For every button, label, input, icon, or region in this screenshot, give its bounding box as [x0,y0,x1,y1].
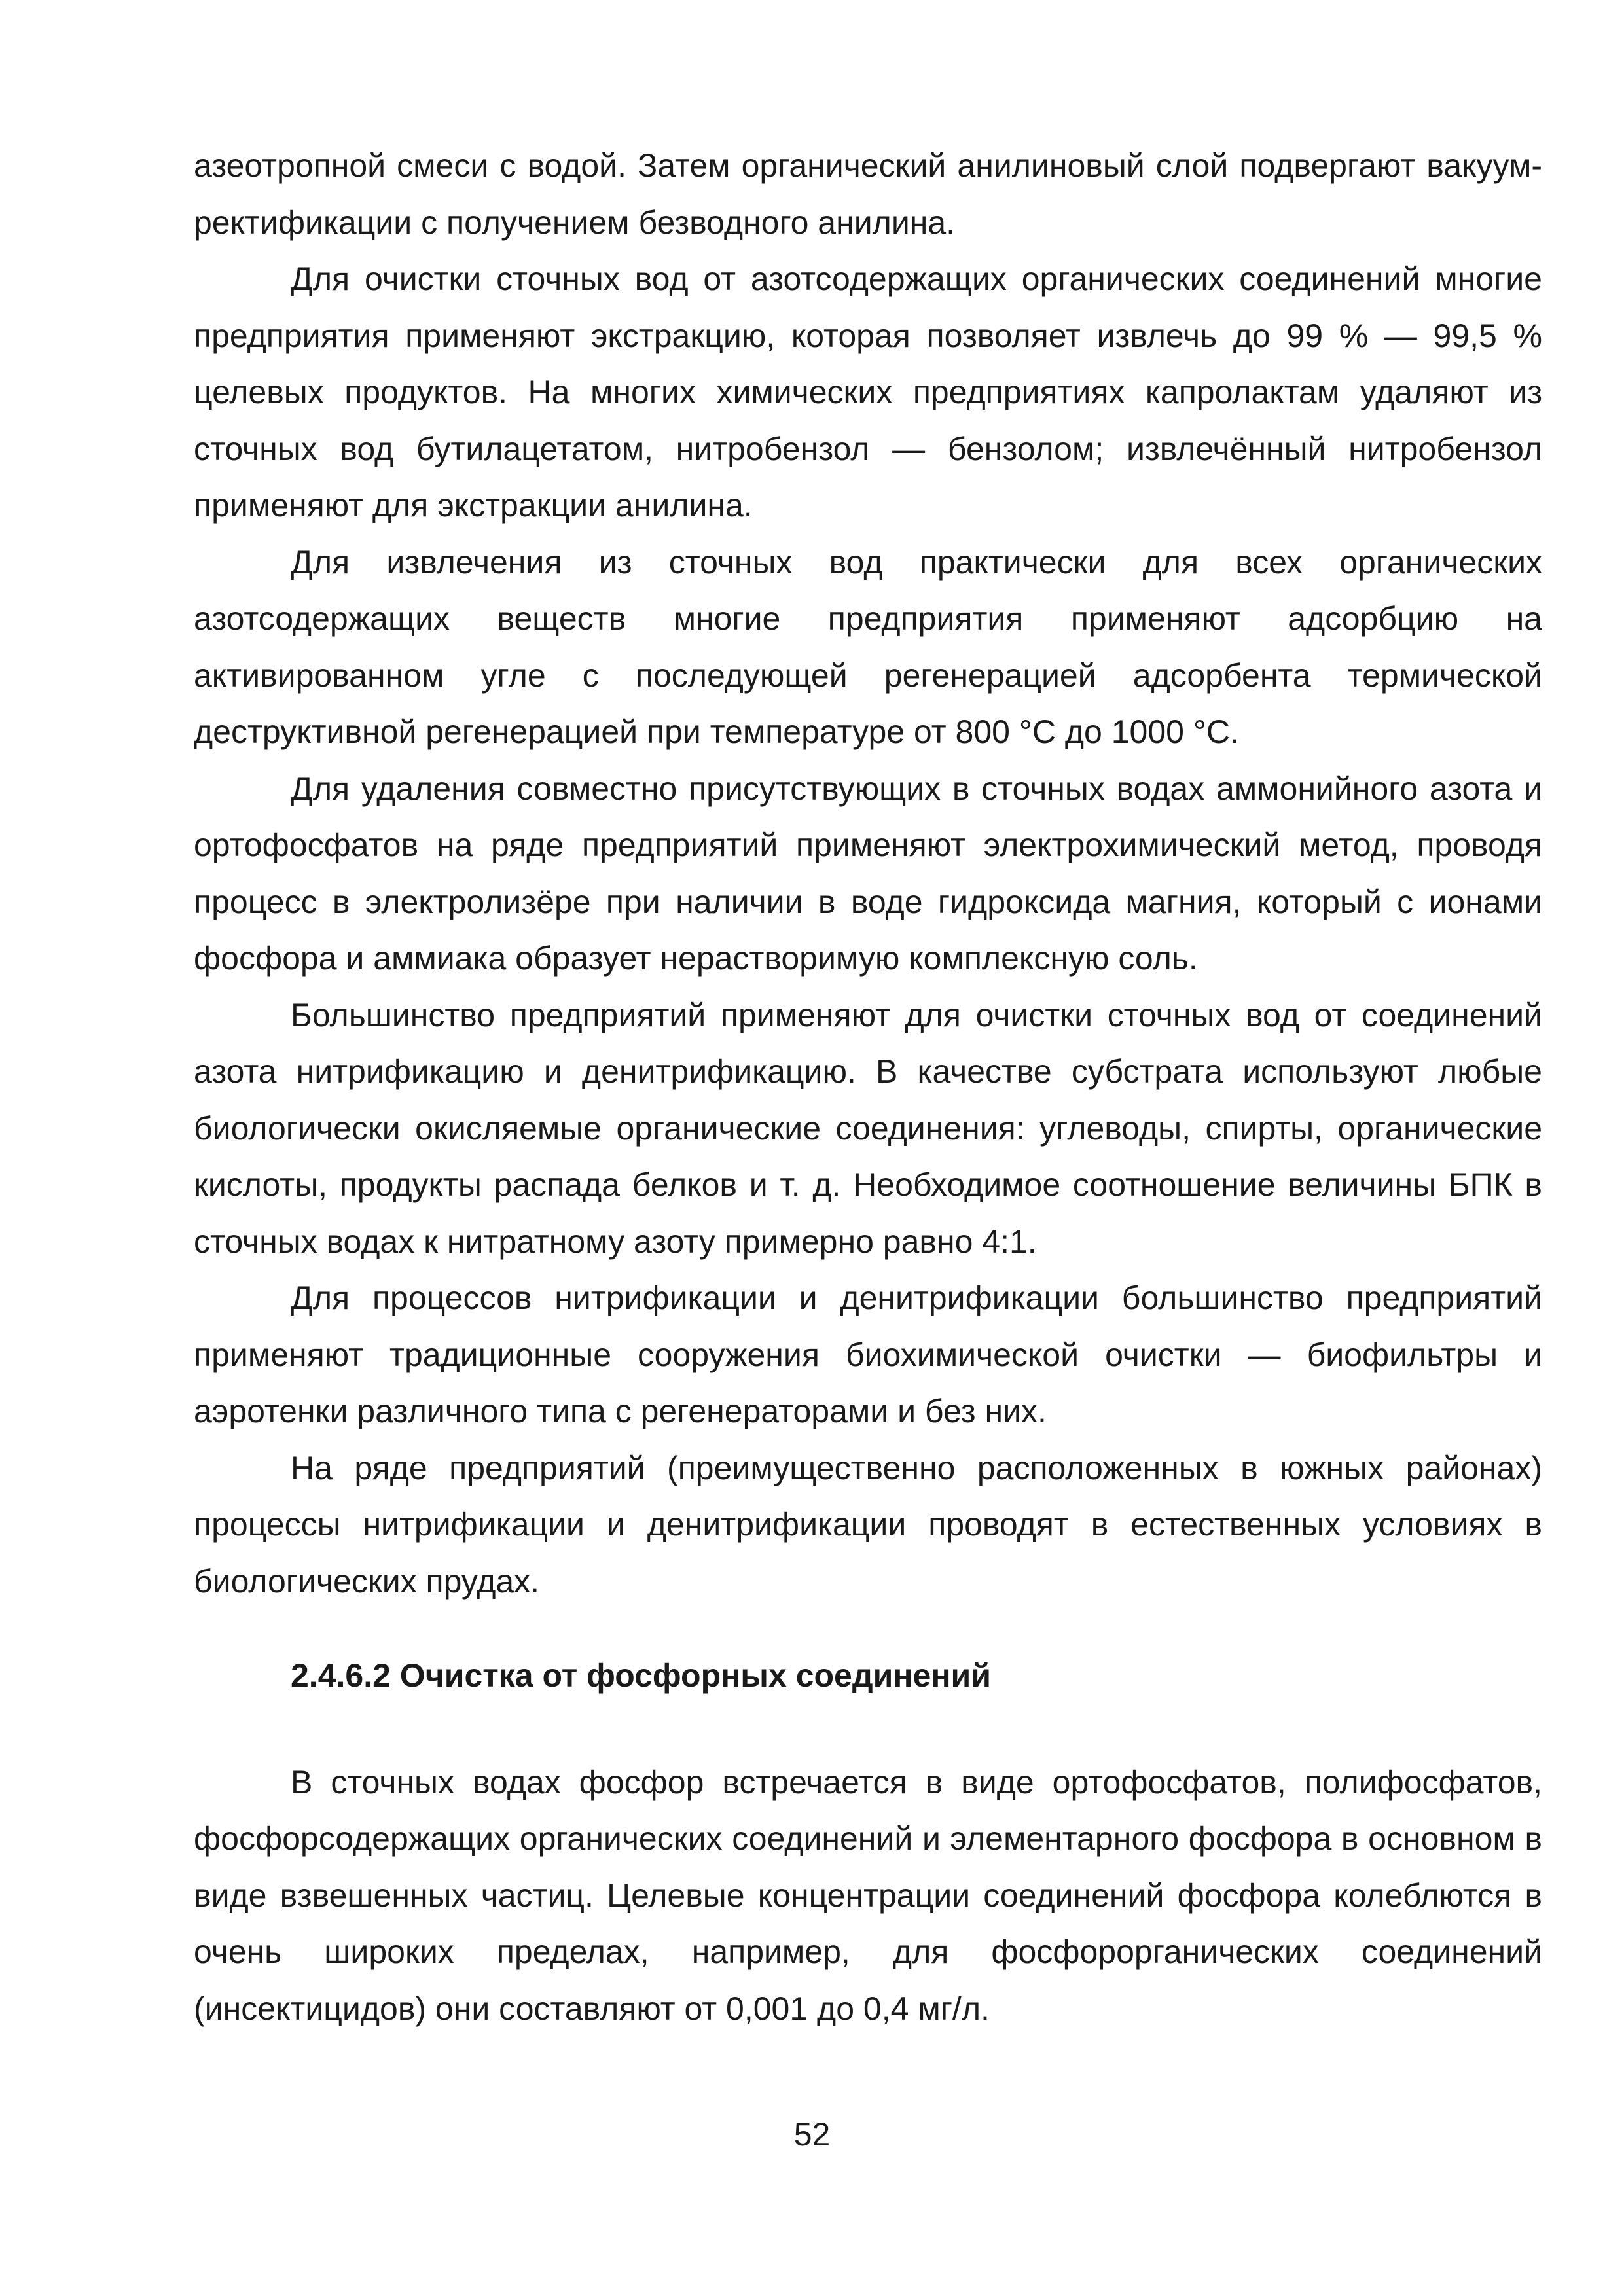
paragraph-adsorption: Для извлечения из сточных вод практически для всех органических азотсодержащих веществ многие предприятия применяют адсорбцию на активированном угле с последующей регенерацией адсорбента термической деструктивной регенерацией при температуре от 800 °С до 1000 °С. [194,543,1542,750]
paragraph-continuation: азеотропной смеси с водой. Затем органический анилиновый слой подвергают вакуум-ректификации с получением безводного анилина. [194,147,1542,241]
paragraph-biofilters: Для процессов нитрификации и денитрификации большинство предприятий применяют традиционные сооружения биохимической очистки — биофильтры и аэротенки различного типа с регенераторами и без них. [194,1280,1542,1429]
paragraph-electrochemical: Для удаления совместно присутствующих в сточных водах аммонийного азота и ортофосфатов на ряде предприятий применяют электрохимический метод, проводя процесс в электролизёре при наличии в воде гидроксида магния, который с ионами фосфора и аммиака образует нерастворимую комплексную соль. [194,770,1542,977]
paragraph-nitrification: Большинство предприятий применяют для очистки сточных вод от соединений азота нитрификацию и денитрификацию. В качестве субстрата используют любые биологически окисляемые органические соединения: углеводы, спирты, органические кислоты, продукты распада белков и т. д. Необходимое соотношение величины БПК в сточных водах к нитратному азоту примерно равно 4:1. [194,996,1542,1260]
paragraph-extraction: Для очистки сточных вод от азотсодержащих органических соединений многие предприятия применяют экстракцию, которая позволяет извлечь до 99 % — 99,5 % целевых продуктов. На многих химических предприятиях капролактам удаляют из сточных вод бутилацетатом, нитробензол — бензолом; извлечённый нитробензол применяют для экстракции анилина. [194,260,1542,524]
section-heading: 2.4.6.2 Очистка от фосфорных соединений [291,1657,992,1694]
page-body [194,137,1542,2037]
page-number: 52 [793,2116,831,2153]
paragraph-ponds: На ряде предприятий (преимущественно расположенных в южных районах) процессы нитрификации и денитрификации проводят в естественных условиях в биологических прудах. [194,1449,1542,1600]
paragraph-phosphorus: В сточных водах фосфор встречается в виде ортофосфатов, полифосфатов, фосфорсодержащих органических соединений и элементарного фосфора в основном в виде взвешенных частиц. Целевые концентрации соединений фосфора колеблются в очень широких пределах, например, для фосфорорганических соединений (инсектицидов) они составляют от 0,001 до 0,4 мг/л. [194,1763,1542,2027]
